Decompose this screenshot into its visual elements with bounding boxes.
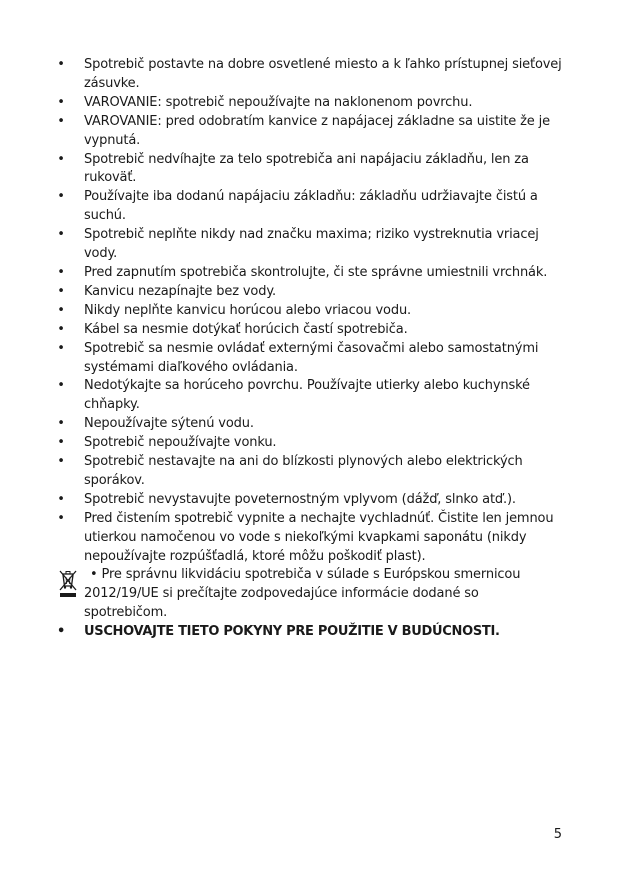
list-item <box>54 302 564 321</box>
bullet: • <box>57 227 65 243</box>
list-item-text: VAROVANIE: spotrebič nepoužívajte na naklonenom povrchu. <box>84 94 473 110</box>
list-item <box>54 321 564 340</box>
bullet: • <box>56 624 65 640</box>
bullet: • <box>57 302 65 318</box>
list-item <box>54 226 564 264</box>
crossed-out-bin-icon <box>58 569 78 599</box>
final-notice-text: USCHOVAJTE TIETO POKYNY PRE POUŽITIE V BUDÚCNOSTI. <box>84 624 500 640</box>
bullet: • <box>57 491 65 507</box>
list-item <box>54 340 564 378</box>
list-item <box>54 56 564 94</box>
list-item <box>54 453 564 491</box>
list-item-text: Pred čistením spotrebič vypnite a nechajte vychladnúť. Čistite len jemnou utierkou namočenou vo vode s niekoľkými kvapkami saponátu (nikdy nepoužívajte rozpúšťadlá, ktoré môžu poškodiť plast). <box>84 510 554 564</box>
weee-text-line-1: • Pre správnu likvidáciu spotrebiča v súlade s Európskou smernicou <box>90 567 521 583</box>
list-item-text: Spotrebič nepoužívajte vonku. <box>84 435 277 451</box>
bullet: • <box>57 151 65 167</box>
list-item <box>54 415 564 434</box>
safety-instructions-list <box>54 56 564 642</box>
bullet: • <box>57 94 65 110</box>
list-item <box>54 151 564 189</box>
list-item-text: VAROVANIE: pred odobratím kanvice z napájacej základne sa uistite že je vypnutá. <box>84 113 550 148</box>
bullet: • <box>57 113 65 129</box>
list-item <box>54 113 564 151</box>
weee-text-line-3: spotrebičom. <box>84 605 168 621</box>
bullet: • <box>57 378 65 394</box>
list-item <box>54 264 564 283</box>
bullet: • <box>57 57 65 72</box>
list-item-text: Kábel sa nesmie dotýkať horúcich častí spotrebiča. <box>84 321 408 337</box>
bullet: • <box>57 340 65 356</box>
bullet: • <box>57 454 65 470</box>
bullet: • <box>57 321 65 337</box>
list-item-text: Nikdy neplňte kanvicu horúcou alebo vriacou vodu. <box>84 302 412 318</box>
bullet: • <box>57 189 65 205</box>
list-item <box>54 283 564 302</box>
list-item <box>54 94 564 113</box>
list-item-final-notice <box>54 623 564 642</box>
list-item <box>54 434 564 453</box>
bullet: • <box>57 283 65 299</box>
list-item <box>54 188 564 226</box>
list-item <box>54 377 564 415</box>
list-item-text: Nedotýkajte sa horúceho povrchu. Používajte utierky alebo kuchynské chňapky. <box>84 378 530 413</box>
weee-text-line-2: 2012/19/UE si prečítajte zodpovedajúce informácie dodané so <box>84 586 479 602</box>
list-item-text: Spotrebič nevystavujte poveternostným vplyvom (dážď, slnko atď.). <box>84 491 516 507</box>
list-item-text: Spotrebič nestavajte na ani do blízkosti plynových alebo elektrických sporákov. <box>84 454 523 488</box>
list-item <box>54 510 564 567</box>
bullet: • <box>57 416 65 432</box>
list-item-text: Spotrebič sa nesmie ovládať externými časovačmi alebo samostatnými systémami diaľkového ovládania. <box>84 340 539 375</box>
bullet: • <box>57 435 65 451</box>
bullet: • <box>57 264 65 280</box>
weee-disposal-note <box>54 566 564 623</box>
list-item <box>54 491 564 510</box>
list-item-text: Kanvicu nezapínajte bez vody. <box>84 283 276 299</box>
list-item-text: Spotrebič postavte na dobre osvetlené miesto a k ľahko prístupnej sieťovej zásuvke. <box>84 57 562 91</box>
bullet: • <box>57 510 65 526</box>
list-item-text: Používajte iba dodanú napájaciu základňu: základňu udržiavajte čistú a suchú. <box>84 189 538 224</box>
list-item-text: Pred zapnutím spotrebiča skontrolujte, či ste správne umiestnili vrchnák. <box>84 264 548 280</box>
list-item-text: Spotrebič nedvíhajte za telo spotrebiča ani napájaciu základňu, len za rukoväť. <box>84 151 529 186</box>
page-number: 5 <box>553 827 562 842</box>
list-item-text: Spotrebič neplňte nikdy nad značku maxima; riziko vystreknutia vriacej vody. <box>84 227 539 262</box>
list-item-text: Nepoužívajte sýtenú vodu. <box>84 416 254 432</box>
